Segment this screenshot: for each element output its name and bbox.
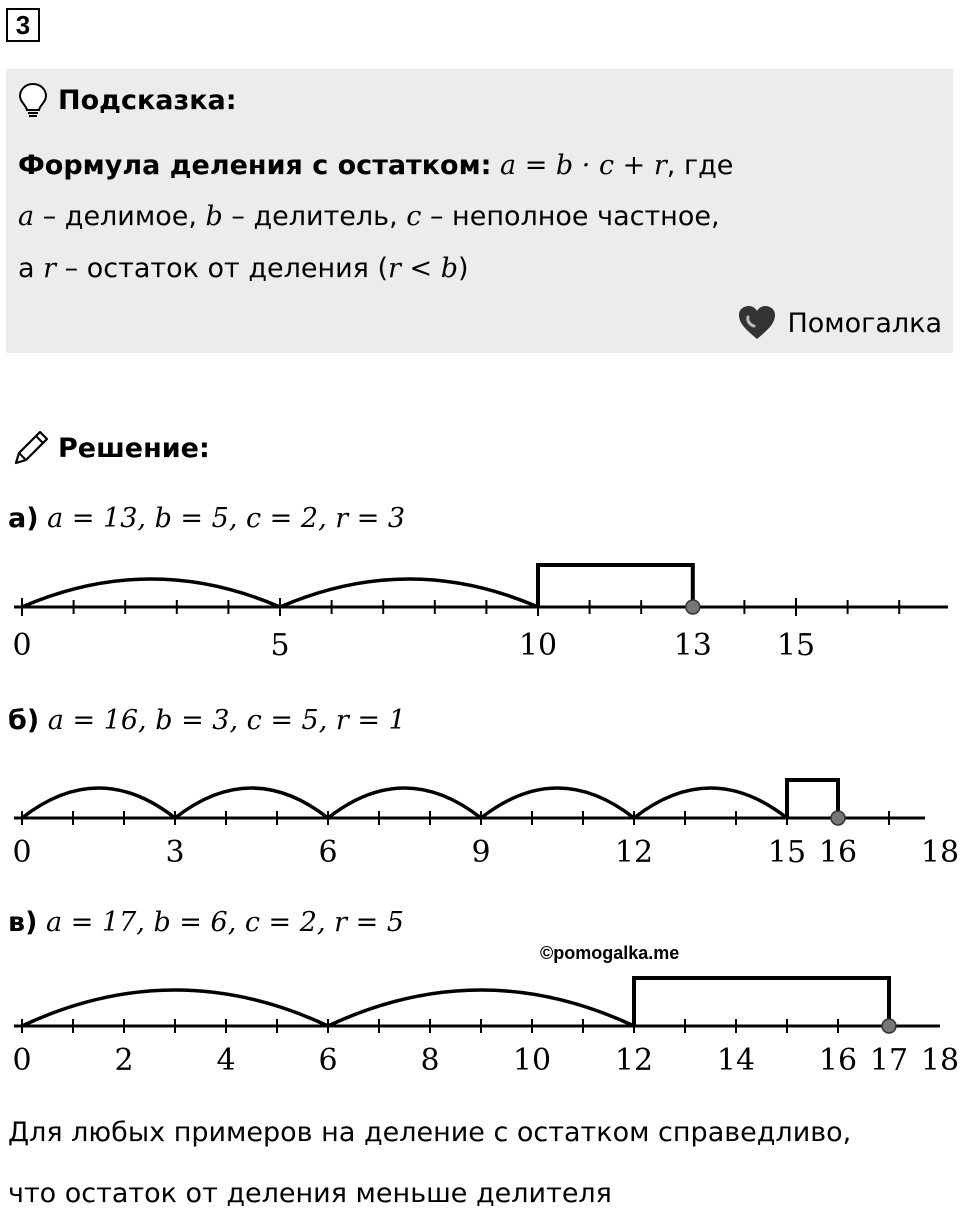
jump-arc [22,788,175,818]
tick-label: 15 [776,628,816,663]
case-a-label: а) [8,503,39,534]
case-v-label: в) [8,907,38,938]
tick-label: 16 [818,1043,858,1078]
tick-label: 12 [614,1043,654,1078]
condition: r < b [388,253,459,284]
tick-label: 6 [318,835,338,870]
case-a-header [8,503,405,534]
tick-label: 18 [920,835,960,870]
tick-label: 16 [818,835,858,870]
tick-label: 3 [165,835,185,870]
conclusion-line-1: Для любых примеров на деление с остатком справедливо, [8,1117,852,1148]
jump-arc [22,579,280,607]
solution-title-text: Решение: [58,432,210,464]
dividend-point [882,1019,896,1033]
tick-label: 9 [471,835,491,870]
jump-arc [175,788,328,818]
prefix-a: а [18,253,44,284]
tick-label: 2 [114,1043,134,1078]
brand [737,305,942,341]
hint-title [18,82,237,118]
tick-label: 14 [716,1043,756,1078]
case-a-equation: a = 13, b = 5, c = 2, r = 3 [47,503,406,534]
formula-line [18,150,733,181]
formula: a = b · c + r [500,150,667,181]
remainder-box [538,565,693,607]
dividend-point [831,811,845,825]
tick-label: 0 [12,835,32,870]
tick-label: 8 [420,1043,440,1078]
hint-title-text: Подсказка: [58,84,237,116]
case-b-label: б) [8,705,40,736]
dividend-point [686,600,700,614]
pencil-icon [10,427,52,469]
tick-label: 0 [12,628,32,663]
heart-icon [737,305,777,341]
tick-label: 13 [673,628,712,663]
var-r: r [43,253,57,284]
definitions-line [18,201,720,232]
def-c: – неполное частное, [421,201,720,232]
tick-label: 18 [920,1043,960,1078]
remainder-box [787,780,838,818]
number-line-b [0,770,960,875]
remainder-box [634,978,889,1026]
number-line-v [0,968,960,1083]
formula-label: Формула деления с остатком: [18,150,492,181]
watermark: ©pomogalka.me [540,943,680,963]
lightbulb-icon [18,82,48,118]
number-line-a [0,555,960,670]
tick-label: 17 [869,1043,909,1078]
conclusion-line-2: что остаток от деления меньше делителя [8,1178,612,1209]
jump-arc [280,579,538,607]
formula-tail: , где [666,150,734,181]
suffix: ) [458,253,469,284]
case-v-equation: a = 17, b = 6, c = 2, r = 5 [46,907,404,938]
tick-label: 12 [614,835,654,870]
solution-title [10,427,210,469]
task-number: 3 [6,8,40,42]
jump-arc [634,788,787,818]
remainder-line [18,253,469,284]
tick-label: 10 [518,628,558,663]
case-b-header [8,705,406,736]
brand-name: Помогалка [787,307,942,339]
tick-label: 10 [512,1043,552,1078]
def-b: – делитель, [222,201,407,232]
var-b: b [205,201,223,232]
tick-label: 5 [270,628,290,663]
case-b-equation: a = 16, b = 3, c = 5, r = 1 [47,705,406,736]
tick-label: 4 [216,1043,236,1078]
def-a: – делимое, [34,201,206,232]
tick-label: 6 [318,1043,338,1078]
tick-label: 0 [12,1043,32,1078]
var-a: a [18,201,35,232]
def-r: – остаток от деления ( [56,253,389,284]
case-v-header [8,907,404,938]
jump-arc [328,788,481,818]
tick-label: 15 [767,835,807,870]
jump-arc [481,788,634,818]
var-c: c [406,201,422,232]
